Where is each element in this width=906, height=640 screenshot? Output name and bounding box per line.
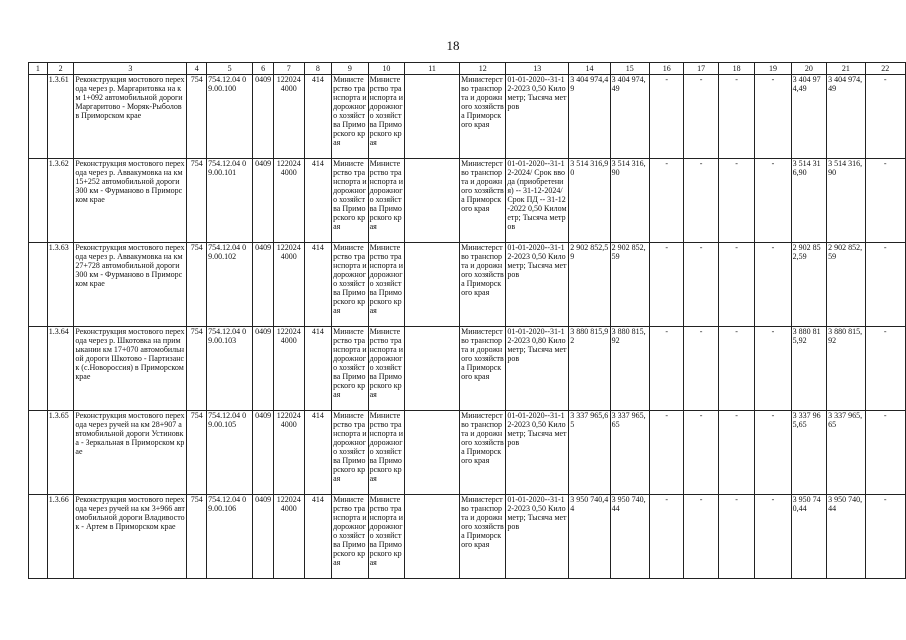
row-cell-c19: - (755, 495, 791, 579)
row-cell-c21: 3 514 316,90 (827, 159, 865, 243)
row-cell-c13: 01-01-2020--31-12-2024/ Срок ввода (приобретения) -- 31-12-2024/ Срок ПД -- 31-12-2022 0,50 Километр; Тысяча метров (506, 159, 569, 243)
row-cell-c15: 3 950 740,44 (610, 495, 649, 579)
row-cell-c21: 3 404 974,49 (827, 75, 865, 159)
header-cell: 2 (47, 63, 74, 75)
row-cell-c9: Министерство транспорта и дорожного хозяйства Приморского края (332, 411, 368, 495)
header-cell: 15 (610, 63, 649, 75)
row-cell-c18: - (718, 75, 754, 159)
row-cell-c21: 3 880 815,92 (827, 327, 865, 411)
row-cell-c7: 122024 4000 (274, 411, 305, 495)
row-cell-c4: 754 (187, 411, 207, 495)
table-row (29, 75, 906, 159)
row-cell-c8: 414 (304, 243, 332, 327)
row-cell-c19: - (755, 243, 791, 327)
budget-table (28, 62, 906, 579)
header-row (29, 63, 906, 75)
row-cell-name: Реконструкция мостового перехода через р. Шкотовка на примыкании км 17+070 автомобильной дороги Шкотово - Партизанск (с.Новороссия) в Приморском крае (74, 327, 187, 411)
row-cell-c9: Министерство транспорта и дорожного хозяйства Приморского края (332, 159, 368, 243)
row-cell-c8: 414 (304, 159, 332, 243)
row-cell-c11 (405, 75, 460, 159)
row-cell-c5: 754.12.04 09.00.101 (207, 159, 253, 243)
row-cell-c17: - (684, 243, 718, 327)
row-cell-c22: - (865, 495, 905, 579)
row-cell-c6: 0409 (253, 495, 274, 579)
row-cell-c17: - (684, 495, 718, 579)
row-cell-name: Реконструкция мостового перехода через р. Аввакумовка на км 27+728 автомобильной дороги 300 км - Фурманово в Приморском крае (74, 243, 187, 327)
header-cell: 9 (332, 63, 368, 75)
row-cell-c4: 754 (187, 243, 207, 327)
row-cell-c5: 754.12.04 09.00.103 (207, 327, 253, 411)
row-cell-c7: 122024 4000 (274, 159, 305, 243)
row-cell-c8: 414 (304, 75, 332, 159)
row-cell-name: Реконструкция мостового перехода через р. Аввакумовка на км 15+252 автомобильной дороги 300 км - Фурманово в Приморском крае (74, 159, 187, 243)
row-cell-empty (29, 495, 48, 579)
row-cell-c19: - (755, 327, 791, 411)
header-cell: 5 (207, 63, 253, 75)
row-cell-c12: Министерство транспорта и дорожного хозяйства Приморского края (460, 75, 506, 159)
row-cell-c21: 2 902 852,59 (827, 243, 865, 327)
row-cell-c12: Министерство транспорта и дорожного хозяйства Приморского края (460, 159, 506, 243)
row-cell-c12: Министерство транспорта и дорожного хозяйства Приморского края (460, 327, 506, 411)
row-cell-c9: Министерство транспорта и дорожного хозяйства Приморского края (332, 75, 368, 159)
row-cell-c14: 3 880 815,92 (569, 327, 610, 411)
row-cell-c22: - (865, 327, 905, 411)
header-cell: 17 (684, 63, 718, 75)
row-cell-c11 (405, 495, 460, 579)
row-cell-c18: - (718, 411, 754, 495)
row-cell-num: 1.3.63 (47, 243, 74, 327)
row-cell-c18: - (718, 327, 754, 411)
row-cell-c19: - (755, 411, 791, 495)
row-cell-num: 1.3.65 (47, 411, 74, 495)
row-cell-c11 (405, 327, 460, 411)
header-cell: 7 (274, 63, 305, 75)
header-cell: 4 (187, 63, 207, 75)
row-cell-c12: Министерство транспорта и дорожного хозяйства Приморского края (460, 243, 506, 327)
header-cell: 13 (506, 63, 569, 75)
table-row (29, 327, 906, 411)
row-cell-c6: 0409 (253, 159, 274, 243)
row-cell-c4: 754 (187, 75, 207, 159)
row-cell-name: Реконструкция мостового перехода через ручей на км 3+966 автомобильной дороги Владивосток - Артем в Приморском крае (74, 495, 187, 579)
row-cell-c21: 3 337 965,65 (827, 411, 865, 495)
header-cell: 20 (791, 63, 826, 75)
row-cell-empty (29, 75, 48, 159)
row-cell-c10: Министерство транспорта и дорожного хозяйства Приморского края (368, 495, 404, 579)
row-cell-c15: 3 404 974,49 (610, 75, 649, 159)
row-cell-c10: Министерство транспорта и дорожного хозяйства Приморского края (368, 159, 404, 243)
row-cell-c15: 3 337 965,65 (610, 411, 649, 495)
row-cell-c18: - (718, 243, 754, 327)
row-cell-c10: Министерство транспорта и дорожного хозяйства Приморского края (368, 75, 404, 159)
header-cell: 21 (827, 63, 865, 75)
row-cell-c4: 754 (187, 495, 207, 579)
row-cell-c4: 754 (187, 327, 207, 411)
row-cell-c16: - (649, 75, 683, 159)
row-cell-c7: 122024 4000 (274, 495, 305, 579)
row-cell-c7: 122024 4000 (274, 327, 305, 411)
row-cell-empty (29, 327, 48, 411)
header-cell: 19 (755, 63, 791, 75)
row-cell-c17: - (684, 75, 718, 159)
header-cell: 14 (569, 63, 610, 75)
row-cell-c13: 01-01-2020--31-12-2023 0,80 Километр; Тысяча метров (506, 327, 569, 411)
row-cell-c17: - (684, 411, 718, 495)
row-cell-c22: - (865, 75, 905, 159)
row-cell-c18: - (718, 159, 754, 243)
header-cell: 3 (74, 63, 187, 75)
row-cell-c6: 0409 (253, 75, 274, 159)
row-cell-c9: Министерство транспорта и дорожного хозяйства Приморского края (332, 243, 368, 327)
table-row (29, 243, 906, 327)
row-cell-c19: - (755, 159, 791, 243)
row-cell-c16: - (649, 327, 683, 411)
row-cell-c16: - (649, 495, 683, 579)
row-cell-c5: 754.12.04 09.00.102 (207, 243, 253, 327)
row-cell-empty (29, 243, 48, 327)
row-cell-c10: Министерство транспорта и дорожного хозяйства Приморского края (368, 327, 404, 411)
row-cell-empty (29, 159, 48, 243)
row-cell-c6: 0409 (253, 327, 274, 411)
row-cell-c5: 754.12.04 09.00.106 (207, 495, 253, 579)
row-cell-c21: 3 950 740,44 (827, 495, 865, 579)
row-cell-c14: 3 514 316,90 (569, 159, 610, 243)
row-cell-c14: 3 337 965,65 (569, 411, 610, 495)
row-cell-c16: - (649, 411, 683, 495)
row-cell-c13: 01-01-2020--31-12-2023 0,50 Километр; Тысяча метров (506, 75, 569, 159)
header-cell: 6 (253, 63, 274, 75)
row-cell-c9: Министерство транспорта и дорожного хозяйства Приморского края (332, 327, 368, 411)
row-cell-c20: 2 902 852,59 (791, 243, 826, 327)
row-cell-c18: - (718, 495, 754, 579)
row-cell-c8: 414 (304, 495, 332, 579)
row-cell-c10: Министерство транспорта и дорожного хозяйства Приморского края (368, 411, 404, 495)
row-cell-c20: 3 404 974,49 (791, 75, 826, 159)
row-cell-c4: 754 (187, 159, 207, 243)
row-cell-c12: Министерство транспорта и дорожного хозяйства Приморского края (460, 495, 506, 579)
row-cell-c8: 414 (304, 327, 332, 411)
header-cell: 16 (649, 63, 683, 75)
row-cell-c6: 0409 (253, 243, 274, 327)
row-cell-c5: 754.12.04 09.00.100 (207, 75, 253, 159)
row-cell-empty (29, 411, 48, 495)
row-cell-c11 (405, 243, 460, 327)
row-cell-c20: 3 950 740,44 (791, 495, 826, 579)
row-cell-c10: Министерство транспорта и дорожного хозяйства Приморского края (368, 243, 404, 327)
table-body (29, 75, 906, 579)
row-cell-c22: - (865, 243, 905, 327)
row-cell-c13: 01-01-2020--31-12-2023 0,50 Километр; Тысяча метров (506, 495, 569, 579)
row-cell-num: 1.3.62 (47, 159, 74, 243)
row-cell-c7: 122024 4000 (274, 243, 305, 327)
header-cell: 22 (865, 63, 905, 75)
row-cell-c14: 3 950 740,44 (569, 495, 610, 579)
row-cell-c20: 3 337 965,65 (791, 411, 826, 495)
row-cell-c15: 3 514 316,90 (610, 159, 649, 243)
row-cell-c22: - (865, 411, 905, 495)
row-cell-c11 (405, 159, 460, 243)
row-cell-num: 1.3.64 (47, 327, 74, 411)
row-cell-c19: - (755, 75, 791, 159)
row-cell-c16: - (649, 243, 683, 327)
row-cell-c15: 3 880 815,92 (610, 327, 649, 411)
page-number: 18 (446, 38, 460, 53)
row-cell-c22: - (865, 159, 905, 243)
header-cell: 11 (405, 63, 460, 75)
row-cell-name: Реконструкция мостового перехода через р. Маргаритовка на км 1+092 автомобильной дороги Маргаритово - Моряк-Рыболов в Приморском крае (74, 75, 187, 159)
header-cell: 10 (368, 63, 404, 75)
row-cell-num: 1.3.61 (47, 75, 74, 159)
header-cell: 8 (304, 63, 332, 75)
row-cell-c15: 2 902 852,59 (610, 243, 649, 327)
row-cell-c14: 3 404 974,49 (569, 75, 610, 159)
row-cell-c20: 3 514 316,90 (791, 159, 826, 243)
table-row (29, 495, 906, 579)
header-cell: 18 (718, 63, 754, 75)
row-cell-num: 1.3.66 (47, 495, 74, 579)
header-cell: 1 (29, 63, 48, 75)
row-cell-c16: - (649, 159, 683, 243)
row-cell-c20: 3 880 815,92 (791, 327, 826, 411)
row-cell-c11 (405, 411, 460, 495)
row-cell-name: Реконструкция мостового перехода через ручей на км 28+907 автомобильной дороги Устиновка - Зеркальная в Приморском крае (74, 411, 187, 495)
row-cell-c17: - (684, 327, 718, 411)
row-cell-c13: 01-01-2020--31-12-2023 0,50 Километр; Тысяча метров (506, 411, 569, 495)
row-cell-c13: 01-01-2020--31-12-2023 0,50 Километр; Тысяча метров (506, 243, 569, 327)
row-cell-c5: 754.12.04 09.00.105 (207, 411, 253, 495)
row-cell-c17: - (684, 159, 718, 243)
table-row (29, 159, 906, 243)
row-cell-c7: 122024 4000 (274, 75, 305, 159)
row-cell-c6: 0409 (253, 411, 274, 495)
header-cell: 12 (460, 63, 506, 75)
row-cell-c9: Министерство транспорта и дорожного хозяйства Приморского края (332, 495, 368, 579)
table-row (29, 411, 906, 495)
row-cell-c12: Министерство транспорта и дорожного хозяйства Приморского края (460, 411, 506, 495)
row-cell-c8: 414 (304, 411, 332, 495)
row-cell-c14: 2 902 852,59 (569, 243, 610, 327)
